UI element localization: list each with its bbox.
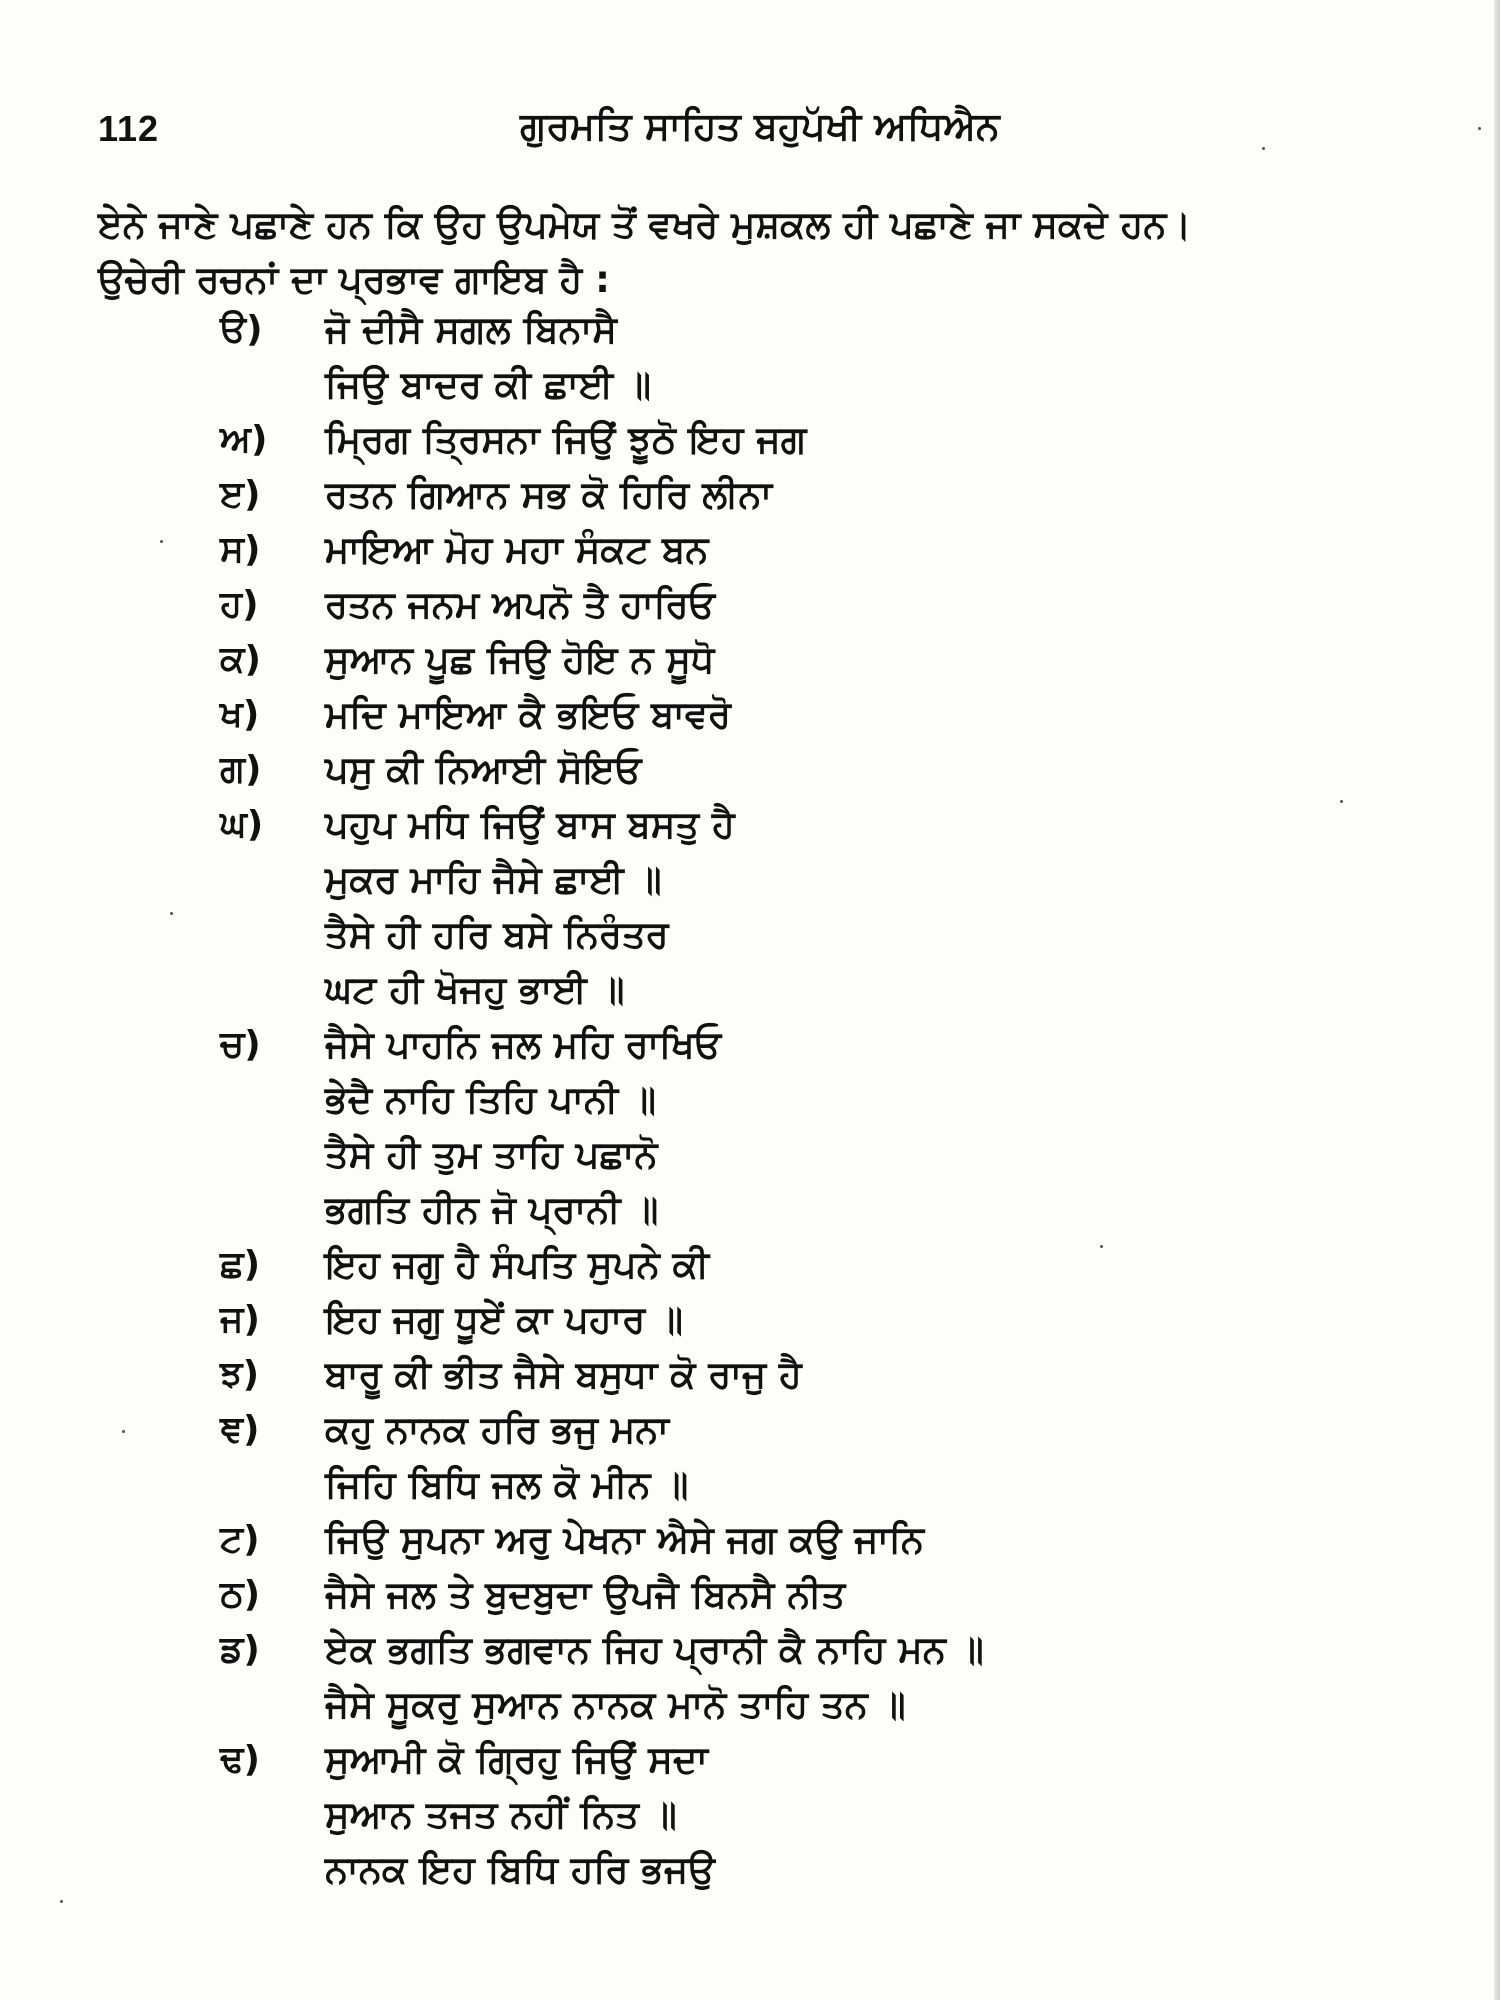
verse-item: [0, 1732, 1500, 1897]
verse-line: ਰਤਨ ਗਿਆਨ ਸਭ ਕੋ ਹਿਰਿ ਲੀਨਾ: [325, 473, 773, 516]
verse-marker: ਚ): [220, 1024, 261, 1065]
verse-lines: [325, 302, 1500, 412]
verse-lines: [325, 687, 1500, 742]
verse-item: [0, 1402, 1500, 1512]
verse-lines: [325, 577, 1500, 632]
verse-line: ਤੈਸੇ ਹੀ ਹਰਿ ਬਸੇ ਨਿਰੰਤਰ: [325, 913, 669, 956]
scan-speck: [60, 1900, 63, 1903]
verse-line: ਜੋ ਦੀਸੈ ਸਗਲ ਬਿਨਾਸੈ: [325, 308, 617, 351]
verse-lines: [325, 1017, 1500, 1237]
verse-marker: ਕ): [220, 639, 262, 680]
verse-line: ਮ੍ਰਿਗ ਤ੍ਰਿਸਨਾ ਜਿਉਂ ਝੂਠੋ ਇਹ ਜਗ: [325, 418, 807, 461]
intro-line-2: ਉਚੇਰੀ ਰਚਨਾਂ ਦਾ ਪ੍ਰਭਾਵ ਗਾਇਬ ਹੈ :: [98, 258, 610, 301]
verse-line: ਰਤਨ ਜਨਮ ਅਪਨੋ ਤੈ ਹਾਰਿਓ: [325, 583, 716, 626]
verse-line: ਪਸੁ ਕੀ ਨਿਆਈ ਸੋਇਓ: [325, 748, 642, 791]
scan-speck: [170, 912, 173, 915]
verse-marker: ਢ): [220, 1739, 260, 1780]
scan-speck: [122, 1430, 125, 1433]
verse-lines: [325, 1237, 1500, 1292]
verse-marker: ਜ): [220, 1299, 260, 1340]
verse-line: ਇਹ ਜਗੁ ਧੂਏਂ ਕਾ ਪਹਾਰ ॥: [325, 1298, 683, 1341]
verse-lines: [325, 797, 1500, 1017]
verse-lines: [325, 467, 1500, 522]
verse-line: ਜਿਹਿ ਬਿਧਿ ਜਲ ਕੋ ਮੀਨ ॥: [325, 1463, 689, 1506]
verse-line: ਸੁਆਨ ਪੂਛ ਜਿਉ ਹੋਇ ਨ ਸੂਧੋ: [325, 638, 715, 681]
verse-item: [0, 742, 1500, 797]
verse-marker: ਸ): [220, 529, 261, 570]
verse-line: ਮਦਿ ਮਾਇਆ ਕੈ ਭਇਓ ਬਾਵਰੋ: [325, 693, 731, 736]
intro-line-1: ਏਨੇ ਜਾਣੇ ਪਛਾਣੇ ਹਨ ਕਿ ਉਹ ਉਪਮੇਯ ਤੋਂ ਵਖਰੇ ਮੁਸ਼ਕਲ ਹੀ ਪਛਾਣੇ ਜਾ ਸਕਦੇ ਹਨ।: [98, 203, 1192, 246]
verse-marker: ਛ): [220, 1244, 261, 1285]
running-title: ਗੁਰਮਤਿ ਸਾਹਿਤ ਬਹੁਪੱਖੀ ਅਧਿਐਨ: [520, 104, 1000, 148]
verse-item: [0, 577, 1500, 632]
intro-paragraph: [98, 197, 1498, 307]
verse-marker: ਗ): [220, 749, 262, 790]
verse-marker: ਹ): [220, 584, 259, 625]
verse-item: [0, 1347, 1500, 1402]
verse-line: ਏਕ ਭਗਤਿ ਭਗਵਾਨ ਜਿਹ ਪ੍ਰਾਨੀ ਕੈ ਨਾਹਿ ਮਨ ॥: [325, 1628, 984, 1671]
verse-lines: [325, 1567, 1500, 1622]
verse-lines: [325, 632, 1500, 687]
verse-lines: [325, 1512, 1500, 1567]
verse-line: ਜੈਸੇ ਪਾਹਨਿ ਜਲ ਮਹਿ ਰਾਖਿਓ: [325, 1023, 722, 1066]
verse-lines: [325, 1292, 1500, 1347]
verse-item: [0, 1237, 1500, 1292]
verse-line: ਜੈਸੇ ਜਲ ਤੇ ਬੁਦਬੁਦਾ ਉਪਜੈ ਬਿਨਸੈ ਨੀਤ: [325, 1573, 846, 1616]
verse-marker: ਅ): [220, 419, 268, 460]
verse-item: [0, 302, 1500, 412]
verse-marker: ੳ): [220, 309, 263, 350]
verse-marker: ਘ): [220, 804, 264, 845]
verse-item: [0, 467, 1500, 522]
verse-marker: ਠ): [220, 1574, 261, 1615]
verse-item: [0, 1622, 1500, 1732]
scan-speck: [1478, 127, 1481, 130]
scan-speck: [1262, 147, 1265, 150]
verse-marker: ਖ): [220, 694, 260, 735]
verse-line: ਬਾਰੂ ਕੀ ਭੀਤ ਜੈਸੇ ਬਸੁਧਾ ਕੋ ਰਾਜੁ ਹੈ: [325, 1353, 802, 1396]
verse-item: [0, 1512, 1500, 1567]
verse-item: [0, 1567, 1500, 1622]
scan-speck: [1100, 1245, 1103, 1248]
scan-speck: [1340, 800, 1343, 803]
verse-lines: [325, 1732, 1500, 1897]
verse-line: ਇਹ ਜਗੁ ਹੈ ਸੰਪਤਿ ਸੁਪਨੇ ਕੀ: [325, 1243, 710, 1286]
verse-lines: [325, 1347, 1500, 1402]
verse-line: ਮਾਇਆ ਮੋਹ ਮਹਾ ਸੰਕਟ ਬਨ: [325, 528, 709, 571]
verse-lines: [325, 522, 1500, 577]
scan-speck: [160, 540, 163, 543]
verse-item: [0, 412, 1500, 467]
verse-item: [0, 522, 1500, 577]
verse-lines: [325, 412, 1500, 467]
verse-list: [0, 302, 1500, 1897]
verse-line: ਕਹੁ ਨਾਨਕ ਹਰਿ ਭਜੁ ਮਨਾ: [325, 1408, 670, 1451]
page-number: 112: [98, 108, 160, 149]
verse-item: [0, 797, 1500, 1017]
verse-line: ਮੁਕਰ ਮਾਹਿ ਜੈਸੇ ਛਾਈ ॥: [325, 858, 662, 901]
verse-item: [0, 1017, 1500, 1237]
verse-line: ਜਿਉ ਬਾਦਰ ਕੀ ਛਾਈ ॥: [325, 363, 651, 406]
verse-item: [0, 687, 1500, 742]
verse-line: ਭੇਦੈ ਨਾਹਿ ਤਿਹਿ ਪਾਨੀ ॥: [325, 1078, 656, 1121]
page-header: [0, 100, 1500, 160]
verse-marker: ਡ): [220, 1629, 260, 1670]
verse-line: ਸੁਆਮੀ ਕੋ ਗ੍ਰਿਹੁ ਜਿਉਂ ਸਦਾ: [325, 1738, 709, 1781]
verse-lines: [325, 742, 1500, 797]
verse-lines: [325, 1402, 1500, 1512]
verse-marker: ਝ): [220, 1354, 260, 1395]
verse-line: ਘਟ ਹੀ ਖੋਜਹੁ ਭਾਈ ॥: [325, 968, 625, 1011]
verse-marker: ਟ): [220, 1519, 260, 1560]
verse-line: ਤੈਸੇ ਹੀ ਤੁਮ ਤਾਹਿ ਪਛਾਨੋ: [325, 1133, 658, 1176]
verse-item: [0, 632, 1500, 687]
verse-lines: [325, 1622, 1500, 1732]
verse-line: ਨਾਨਕ ਇਹ ਬਿਧਿ ਹਰਿ ਭਜਉ: [325, 1848, 715, 1891]
verse-line: ਪਹੁਪ ਮਧਿ ਜਿਉਂ ਬਾਸ ਬਸਤੁ ਹੈ: [325, 803, 735, 846]
verse-marker: ੲ): [220, 474, 261, 515]
verse-line: ਜਿਉ ਸੁਪਨਾ ਅਰੁ ਪੇਖਨਾ ਐਸੇ ਜਗ ਕਉ ਜਾਨਿ: [325, 1518, 925, 1561]
verse-item: [0, 1292, 1500, 1347]
verse-marker: ਞ): [220, 1409, 260, 1450]
verse-line: ਸੁਆਨ ਤਜਤ ਨਹੀਂ ਨਿਤ ॥: [325, 1793, 677, 1836]
verse-line: ਭਗਤਿ ਹੀਨ ਜੋ ਪ੍ਰਾਨੀ ॥: [325, 1188, 659, 1231]
verse-line: ਜੈਸੇ ਸੂਕਰੁ ਸੁਆਨ ਨਾਨਕ ਮਾਨੋ ਤਾਹਿ ਤਨ ॥: [325, 1683, 906, 1726]
